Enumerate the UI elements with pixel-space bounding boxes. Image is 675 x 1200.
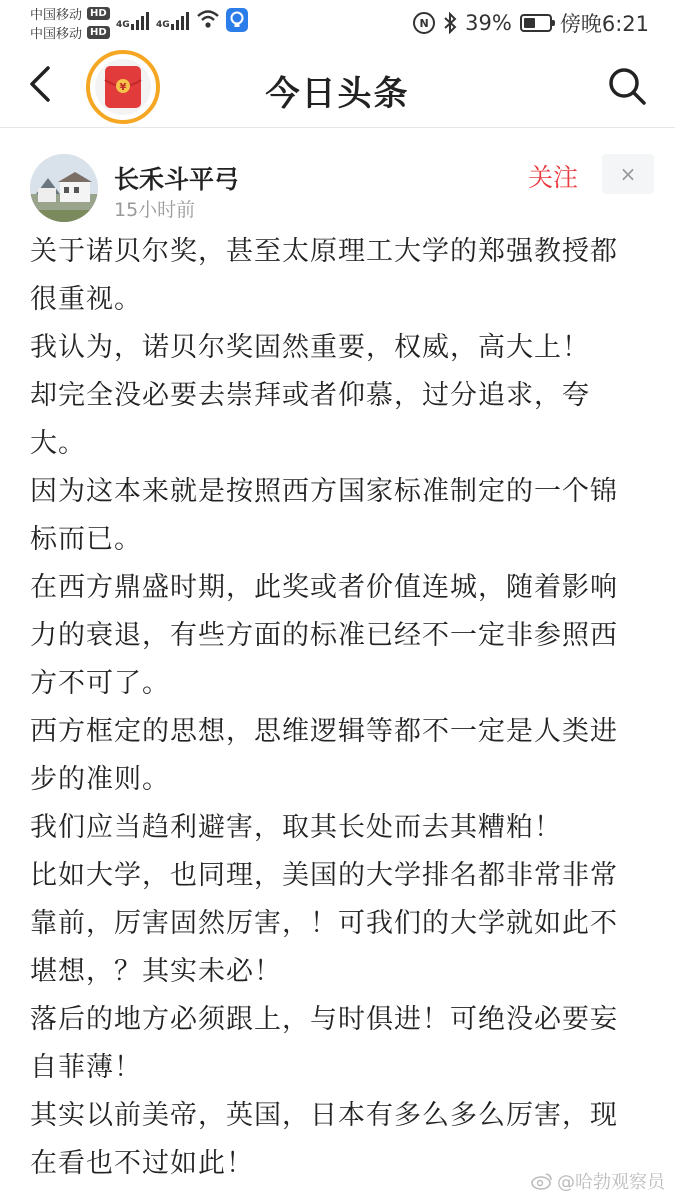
avatar-image [30, 154, 98, 222]
carrier-name: 中国移动 [30, 8, 83, 23]
post-paragraph: 比如大学，也同理，美国的大学排名都非常非常靠前，厉害固然厉害，！可我们的大学就如此不堪想，？其实未必！ [30, 860, 618, 987]
watermark-text: @哈勃观察员 [557, 1172, 665, 1193]
bluetooth-icon [443, 12, 457, 34]
follow-button[interactable]: 关注 [528, 163, 579, 192]
author-name[interactable]: 长禾斗平弓 [114, 165, 240, 194]
yuan-symbol: ¥ [119, 82, 127, 93]
watermark [531, 1168, 665, 1194]
battery-icon [520, 14, 552, 32]
notification-app-icon [226, 8, 248, 32]
clock: 傍晚6:21 [559, 12, 649, 36]
status-right [413, 8, 649, 38]
wifi-icon [196, 8, 220, 30]
nfc-icon: N [413, 12, 435, 34]
post-paragraph: 因为这本来就是按照西方国家标准制定的一个锦标而已。 [30, 476, 618, 555]
post-paragraph: 我认为，诺贝尔奖固然重要，权威，高大上！ [30, 332, 590, 363]
post-paragraph: 关于诺贝尔奖，甚至太原理工大学的郑强教授都很重视。 [30, 236, 618, 315]
post-paragraph: 却完全没必要去崇拜或者仰慕，过分追求，夸大。 [30, 380, 590, 459]
signal-bars-icon [131, 10, 149, 30]
search-icon[interactable] [607, 66, 647, 106]
network-type: 4G [116, 20, 130, 30]
post-time: 15小时前 [114, 199, 196, 221]
close-icon: × [619, 162, 637, 186]
status-bar [0, 0, 675, 46]
weibo-icon [531, 1172, 553, 1190]
top-nav [0, 46, 675, 128]
hd-badge: HD [87, 7, 110, 20]
carrier-name: 中国移动 [30, 27, 83, 42]
battery-percent: 39% [465, 11, 512, 35]
post-paragraph: 我们应当趋利避害，取其长处而去其糟粕！ [30, 812, 562, 843]
carrier-info [30, 4, 110, 42]
post-paragraph: 在西方鼎盛时期，此奖或者价值连城，随着影响力的衰退，有些方面的标准已经不一定非参照西方不可了。 [30, 572, 618, 699]
network-type: 4G [156, 20, 170, 30]
signal-strength-2 [156, 10, 189, 30]
signal-bars-icon [171, 10, 189, 30]
post-paragraph: 其实以前美帝，英国，日本有多么多么厉害，现在看也不过如此！ [30, 1100, 618, 1179]
dismiss-button[interactable] [602, 154, 654, 194]
post-content [30, 228, 640, 1188]
lightbulb-icon [226, 8, 248, 32]
avatar[interactable] [30, 154, 98, 222]
post-paragraph: 落后的地方必须跟上，与时俱进！可绝没必要妄自菲薄！ [30, 1004, 618, 1083]
post-paragraph: 西方框定的思想，思维逻辑等都不一定是人类进步的准则。 [30, 716, 618, 795]
carrier-line-1 [30, 4, 110, 23]
author-row [0, 128, 675, 228]
hd-badge: HD [87, 26, 110, 39]
app-title: 今日头条 [265, 74, 410, 114]
signal-strength-1 [116, 10, 149, 30]
carrier-line-2 [30, 23, 110, 42]
